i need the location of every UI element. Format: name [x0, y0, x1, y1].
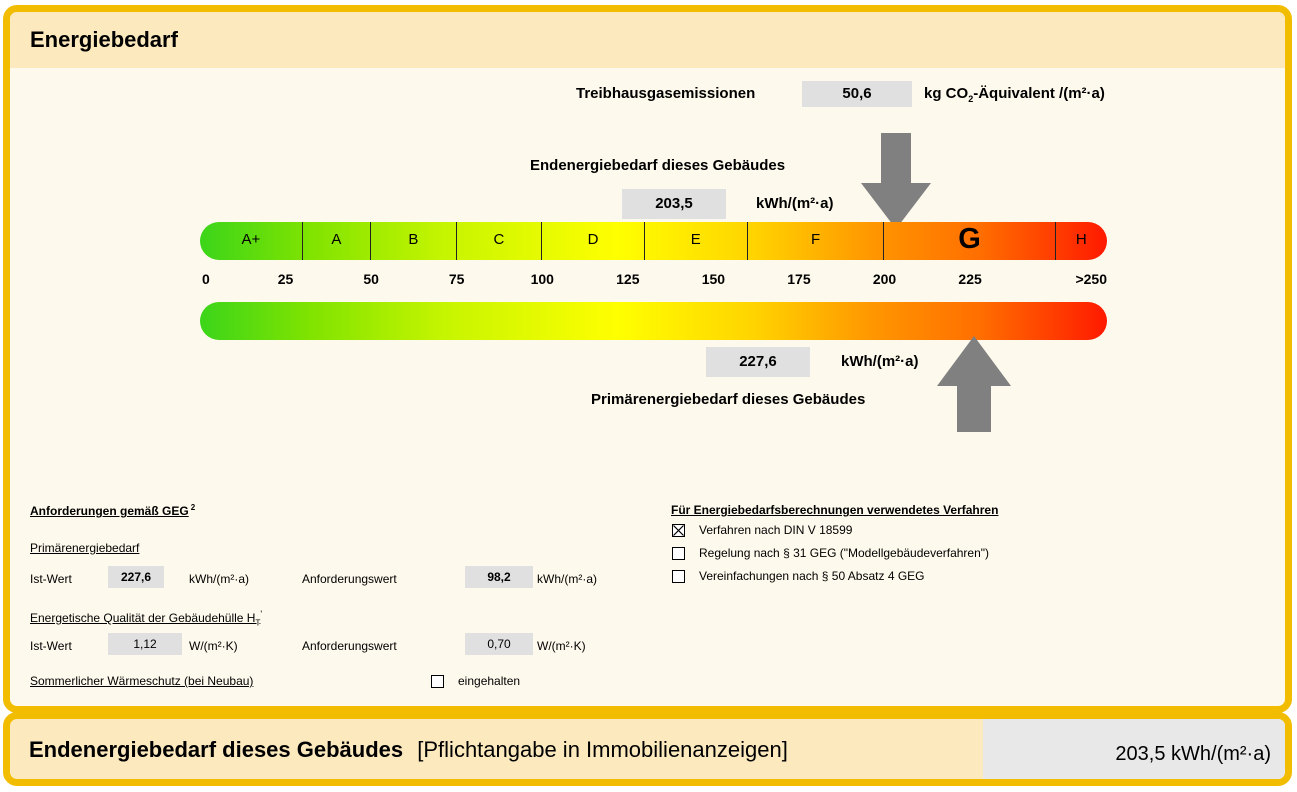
energy-class-label: A — [331, 231, 342, 248]
scale-tick-label: 125 — [616, 271, 640, 287]
final-energy-label: Endenergiebedarf dieses Gebäudes — [530, 157, 786, 174]
summary-note: [Pflichtangabe in Immobilienanzeigen] — [417, 737, 788, 762]
envelope-ist-unit: W/(m²·K) — [189, 639, 238, 653]
primary-energy-value: 227,6 — [706, 347, 810, 377]
primary-req-label: Anforderungswert — [302, 572, 397, 586]
emissions-unit: kg $CO_2$-Äquivalent /(m²·a) — [924, 85, 1105, 104]
energy-class-d — [542, 222, 645, 260]
primary-energy-arrow-icon — [937, 336, 1011, 432]
energy-class-label: B — [408, 231, 419, 248]
energy-class-label: D — [587, 231, 599, 248]
primary-energy-unit: kWh/(m²·a) — [841, 353, 919, 370]
scale-tick-label: 50 — [363, 271, 379, 287]
energy-class-c — [457, 222, 543, 260]
procedure-option-simplified: Vereinfachungen nach § 50 Absatz 4 GEG — [699, 569, 925, 583]
scale-tick-label: 150 — [701, 271, 726, 287]
envelope-req-value: 0,70 — [465, 633, 533, 655]
energy-class-h — [1056, 222, 1107, 260]
scale-tick-label: 75 — [448, 271, 465, 287]
envelope-ist-value: 1,12 — [108, 633, 182, 655]
panel-header — [10, 12, 1285, 68]
final-energy-unit: kWh/(m²·a) — [756, 195, 834, 212]
envelope-req-unit: W/(m²·K) — [537, 639, 586, 653]
energy-scale-bar — [200, 222, 1107, 260]
final-energy-value: 203,5 — [622, 189, 726, 219]
scale-tick-label: 25 — [277, 271, 294, 287]
scale-tick-label: >250 — [1075, 271, 1107, 287]
procedure-checkbox-simplified[interactable] — [672, 570, 685, 583]
energy-class-label: E — [690, 231, 701, 248]
primary-energy-bar — [200, 302, 1107, 340]
procedure-option-model: Regelung nach § 31 GEG ("Modellgebäudeverfahren") — [699, 546, 990, 560]
procedure-checkbox-model[interactable] — [672, 547, 685, 560]
energy-class-a-plus — [200, 222, 303, 260]
scale-tick-label: 175 — [787, 271, 811, 287]
energy-class-g — [884, 222, 1055, 260]
energy-class-label: F — [810, 231, 821, 248]
scale-tick-label: 100 — [530, 271, 554, 287]
primary-ist-label: Ist-Wert — [30, 572, 72, 586]
scale-ticks — [200, 271, 1107, 291]
emissions-value: 50,6 — [802, 81, 912, 107]
summary-text — [29, 737, 788, 763]
energy-class-label: C — [493, 231, 505, 248]
summary-panel — [3, 712, 1292, 786]
primary-ist-unit: kWh/(m²·a) — [189, 572, 249, 586]
emissions-label: Treibhausgasemissionen — [576, 85, 756, 102]
envelope-ist-label: Ist-Wert — [30, 639, 72, 653]
summer-protection-label: Sommerlicher Wärmeschutz (bei Neubau) — [30, 674, 254, 688]
energy-class-label: G — [958, 223, 981, 255]
energy-class-f — [748, 222, 885, 260]
summer-protection-checkbox[interactable] — [431, 675, 444, 688]
primary-energy-label: Primärenergiebedarf dieses Gebäudes — [591, 391, 866, 408]
procedure-heading: Für Energiebedarfsberechnungen verwendetes Verfahren — [671, 503, 999, 517]
energy-class-b — [371, 222, 457, 260]
procedure-option-din: Verfahren nach DIN V 18599 — [699, 523, 853, 537]
energy-class-label: H — [1075, 231, 1087, 248]
envelope-requirement-heading: Energetische Qualität der Gebäudehülle $H_T'$ — [30, 609, 263, 628]
requirements-heading: Anforderungen gemäß GEG $^2$ — [30, 503, 196, 518]
energy-class-e — [645, 222, 748, 260]
primary-req-unit: kWh/(m²·a) — [537, 572, 597, 586]
summary-value-box — [983, 719, 1285, 779]
energy-class-a — [303, 222, 371, 260]
primary-req-value: 98,2 — [465, 566, 533, 588]
energy-class-label: A+ — [241, 231, 261, 248]
final-energy-arrow-icon — [861, 133, 931, 229]
checked-x-icon — [673, 525, 684, 536]
scale-tick-label: 200 — [872, 271, 897, 287]
panel-title: Energiebedarf — [30, 27, 178, 52]
scale-tick-label: 0 — [202, 271, 210, 287]
energy-demand-panel — [3, 5, 1292, 713]
envelope-req-label: Anforderungswert — [302, 639, 397, 653]
summary-value: 203,5 kWh/(m²·a) — [1115, 743, 1271, 765]
procedure-checkbox-din[interactable] — [672, 524, 685, 537]
summer-protection-check-label: eingehalten — [458, 674, 521, 688]
scale-tick-label: 225 — [958, 271, 982, 287]
primary-requirement-heading: Primärenergiebedarf — [30, 541, 140, 555]
summary-label: Endenergiebedarf dieses Gebäudes — [29, 737, 404, 762]
primary-ist-value: 227,6 — [108, 566, 164, 588]
